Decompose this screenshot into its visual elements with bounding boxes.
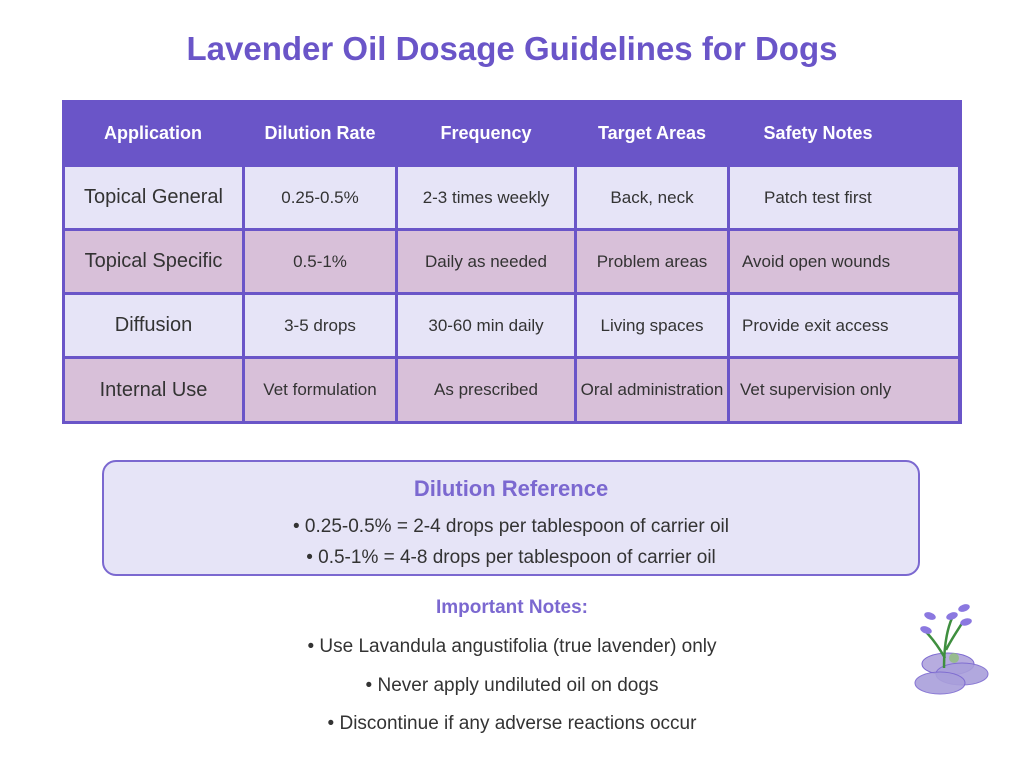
important-notes-title: Important Notes: <box>436 597 588 618</box>
dilution-reference-title: Dilution Reference <box>413 476 609 501</box>
table-cell: Daily as needed <box>398 231 574 292</box>
dilution-reference-line: • 0.25-0.5% = 2-4 drops per tablespoon of carrier oil <box>293 516 729 537</box>
table-cell: Vet formulation <box>245 359 395 421</box>
table-cell: Vet supervision only <box>730 359 958 421</box>
table-cell: Back, neck <box>577 167 727 228</box>
table-cell: Patch test first <box>730 167 958 228</box>
table-cell: 30-60 min daily <box>398 295 574 356</box>
table-cell: 0.25-0.5% <box>245 167 395 228</box>
lavender-plant-icon <box>908 598 998 702</box>
table-cell: Internal Use <box>65 359 242 421</box>
table-cell: Topical General <box>65 167 242 228</box>
header-dilution-rate: Dilution Rate <box>264 123 376 143</box>
table-header-row <box>62 100 962 166</box>
table-cell: 2-3 times weekly <box>398 167 574 228</box>
important-note-line: • Never apply undiluted oil on dogs <box>365 675 659 696</box>
table-cell: Topical Specific <box>65 231 242 292</box>
table-cell: Oral administration <box>577 359 727 421</box>
dosage-table <box>62 100 962 424</box>
table-cell: Avoid open wounds <box>730 231 958 292</box>
important-note-line: • Use Lavandula angustifolia (true lavender) only <box>307 636 717 657</box>
table-cell: 3-5 drops <box>245 295 395 356</box>
important-note-line: • Discontinue if any adverse reactions occur <box>327 713 697 734</box>
table-cell: Problem areas <box>577 231 727 292</box>
table-cell: 0.5-1% <box>245 231 395 292</box>
table-cell: Provide exit access <box>730 295 958 356</box>
header-target-areas: Target Areas <box>597 123 707 143</box>
table-cell: As prescribed <box>398 359 574 421</box>
dilution-reference-line: • 0.5-1% = 4-8 drops per tablespoon of carrier oil <box>306 547 716 568</box>
page-title: Lavender Oil Dosage Guidelines for Dogs <box>186 30 838 67</box>
table-cell: Living spaces <box>577 295 727 356</box>
header-safety-notes: Safety Notes <box>763 123 873 143</box>
header-application: Application <box>104 123 202 143</box>
table-cell: Diffusion <box>65 295 242 356</box>
dilution-reference-box <box>102 460 920 576</box>
header-frequency: Frequency <box>440 123 532 143</box>
